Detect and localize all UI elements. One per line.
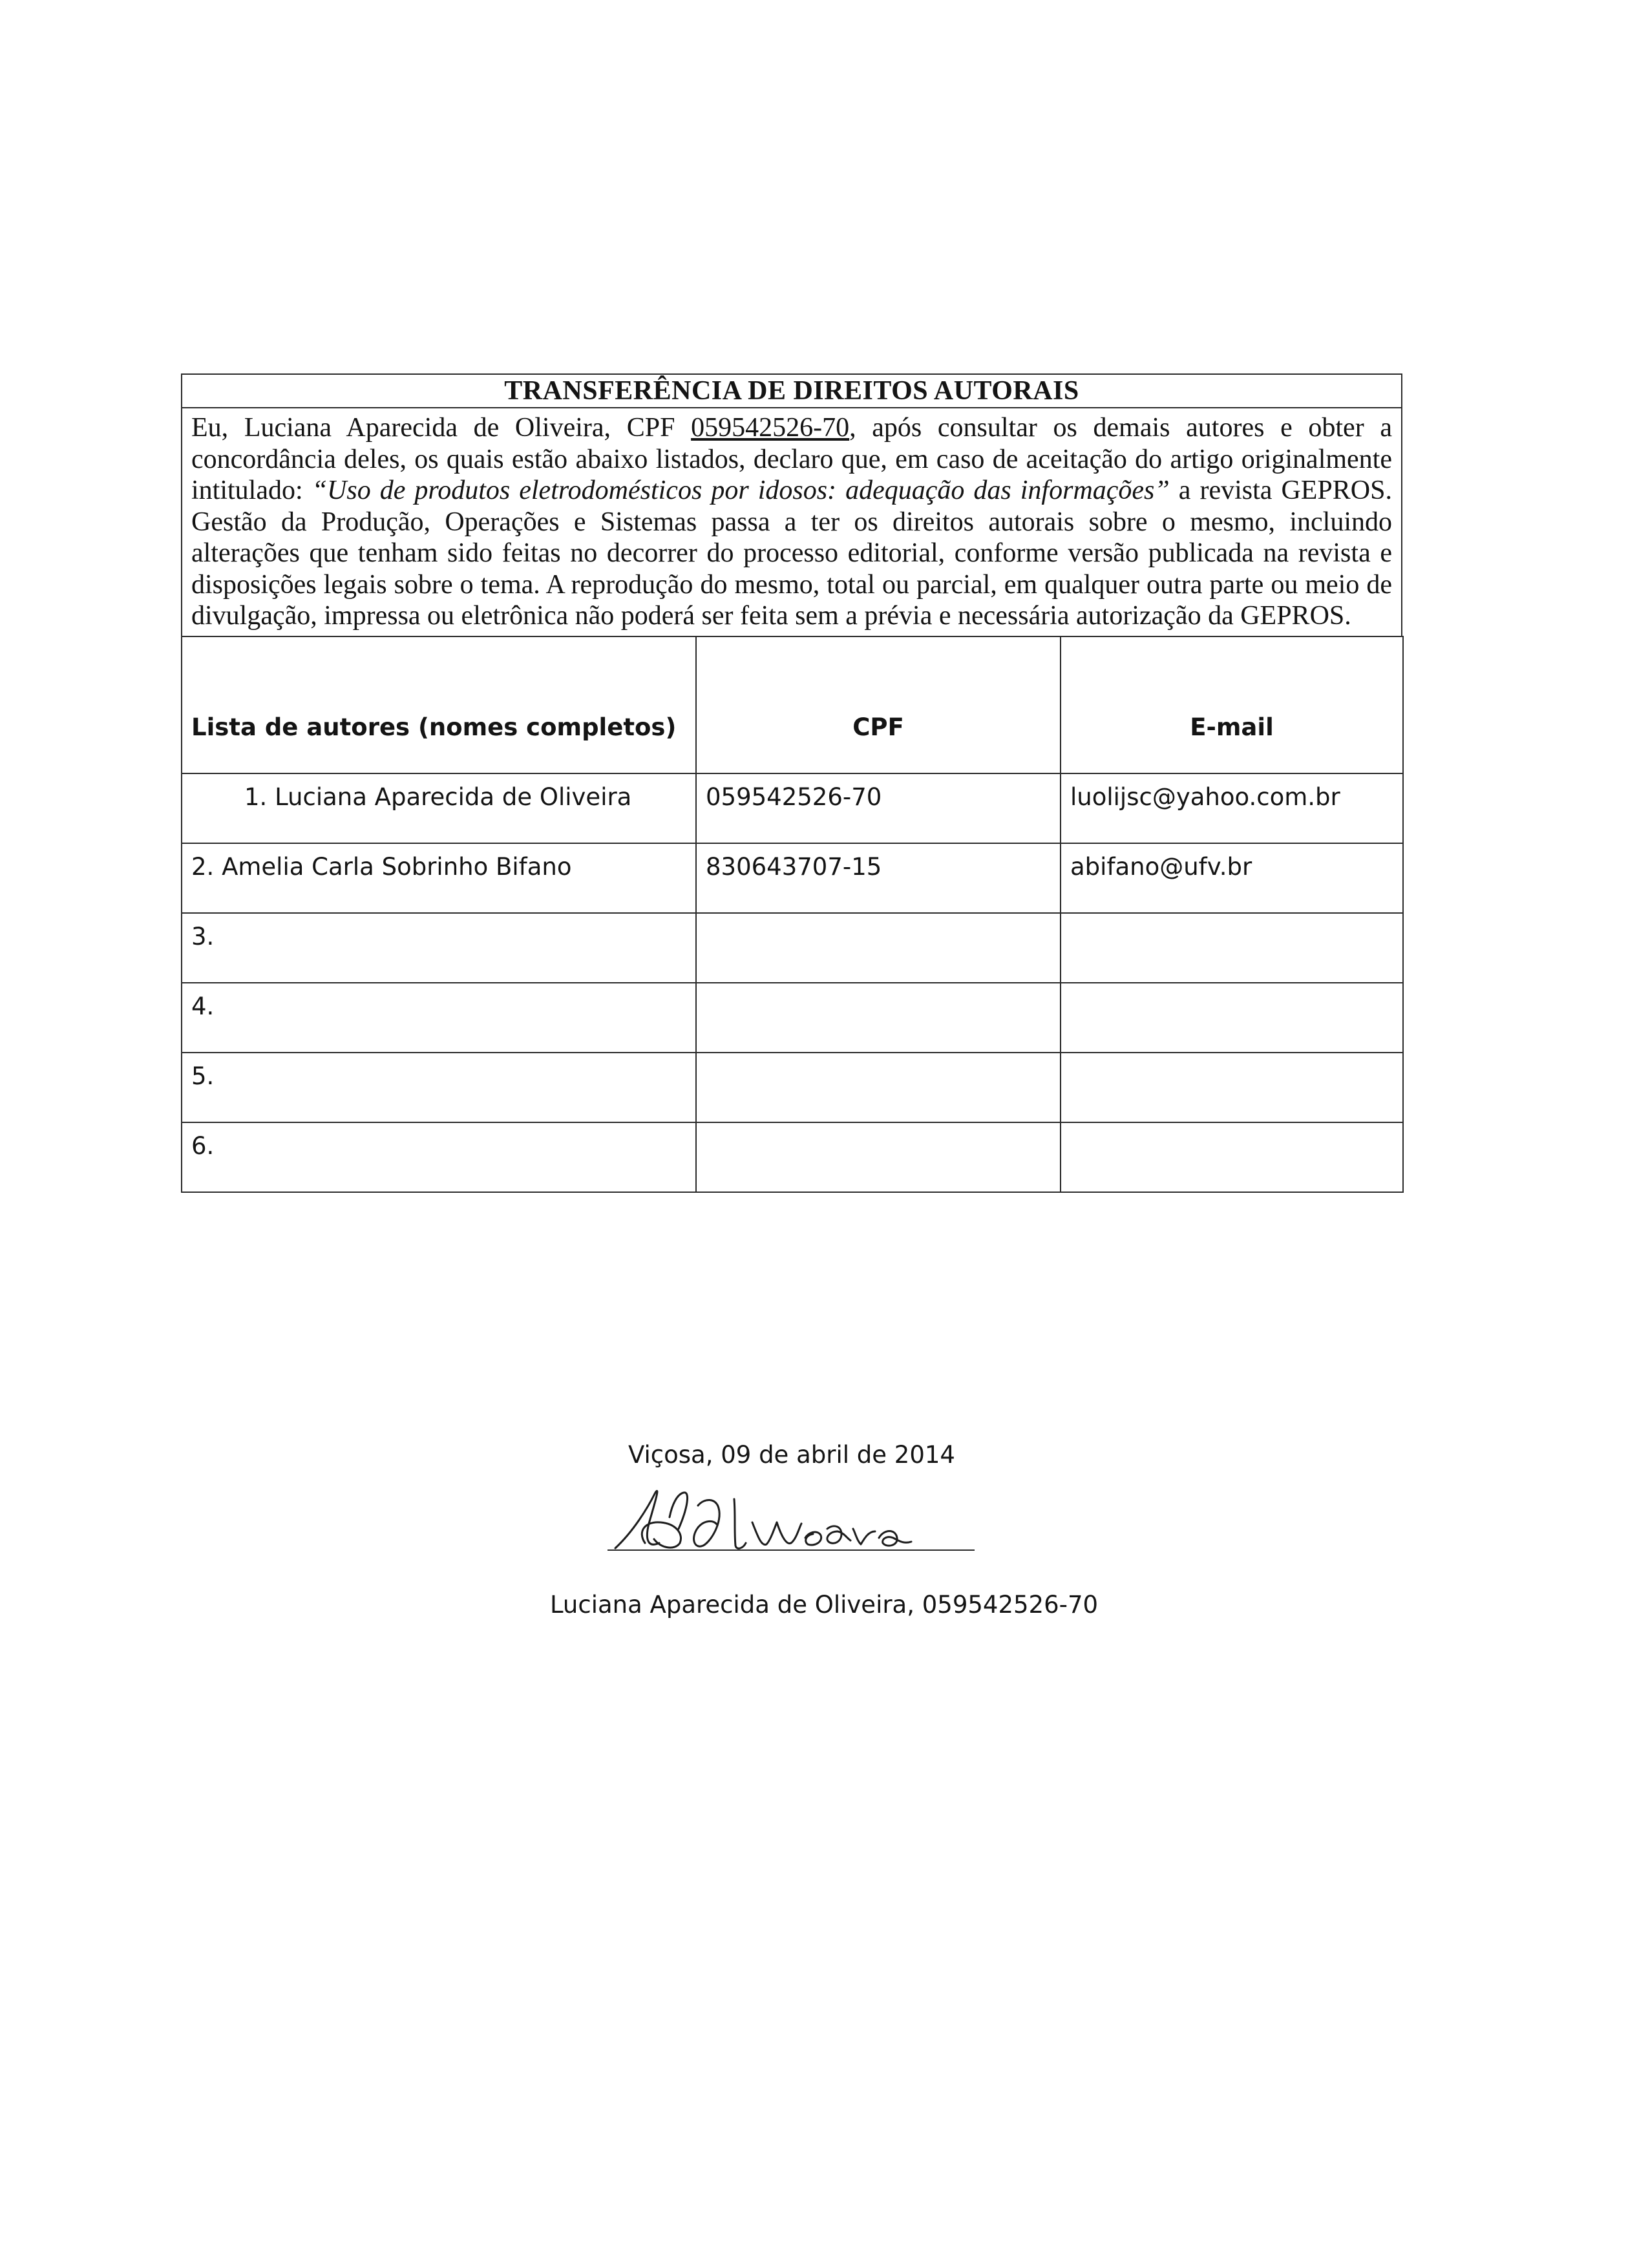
author-name: 2. Amelia Carla Sobrinho Bifano xyxy=(182,843,696,913)
author-name: 1. Luciana Aparecida de Oliveira xyxy=(182,773,696,843)
author-cpf: 059542526-70 xyxy=(696,773,1061,843)
author-email: abifano@ufv.br xyxy=(1061,843,1403,913)
signature-drawing xyxy=(607,1486,982,1564)
header-email: E-mail xyxy=(1061,636,1403,773)
author-name: 6. xyxy=(182,1122,696,1192)
declarant-cpf: 059542526-70 xyxy=(691,413,850,443)
author-cpf: 830643707-15 xyxy=(696,843,1061,913)
declaration-box xyxy=(181,373,1402,636)
authors-table xyxy=(181,636,1404,1193)
table-row xyxy=(182,773,1403,843)
table-row xyxy=(182,1122,1403,1192)
declaration-text-terms: a revista GEPROS. Gestão da Produção, Operações e Sistemas passa a ter os direitos autorais sobre o mesmo, incluindo alterações que tenham sido feitas no decorrer do processo editorial, conforme versão publicada na revista e disposições legais sobre o tema. A reprodução do mesmo, total ou parcial, em qualquer outra parte ou meio de divulgação, impressa ou eletrônica não poderá ser feita sem a prévia e necessária autorização da GEPROS. xyxy=(191,476,1392,631)
header-authors: Lista de autores (nomes completos) xyxy=(182,636,696,773)
author-name: 4. xyxy=(182,983,696,1053)
declaration-text xyxy=(182,408,1401,636)
author-email xyxy=(1061,983,1403,1053)
author-cpf xyxy=(696,1053,1061,1122)
article-title: “Uso de produtos eletrodomésticos por idosos: adequação das informações” xyxy=(312,476,1170,505)
form-title: TRANSFERÊNCIA DE DIREITOS AUTORAIS xyxy=(182,375,1401,408)
handwritten-signature xyxy=(607,1486,982,1564)
author-email xyxy=(1061,1053,1403,1122)
author-name: 3. xyxy=(182,913,696,983)
author-cpf xyxy=(696,983,1061,1053)
author-cpf xyxy=(696,1122,1061,1192)
author-name: 5. xyxy=(182,1053,696,1122)
author-email: luolijsc@yahoo.com.br xyxy=(1061,773,1403,843)
header-cpf: CPF xyxy=(696,636,1061,773)
signer-name: Luciana Aparecida de Oliveira, 059542526-70 xyxy=(549,1591,1099,1619)
declaration-text-body: , após consultar os demais autores e obter a concordância deles, os quais estão abaixo listados, declaro que, em caso de aceitação do artigo originalmente intitulado: xyxy=(191,413,1392,505)
table-row xyxy=(182,913,1403,983)
declaration-text-intro: Eu, Luciana Aparecida de Oliveira, CPF xyxy=(191,413,692,443)
table-row xyxy=(182,843,1403,913)
signature-line xyxy=(607,1549,975,1551)
table-row xyxy=(182,983,1403,1053)
authors-table-header xyxy=(182,636,1403,773)
table-row xyxy=(182,1053,1403,1122)
copyright-transfer-form xyxy=(181,373,1402,1193)
author-email xyxy=(1061,913,1403,983)
author-cpf xyxy=(696,913,1061,983)
place-and-date: Viçosa, 09 de abril de 2014 xyxy=(628,1441,955,1469)
author-email xyxy=(1061,1122,1403,1192)
